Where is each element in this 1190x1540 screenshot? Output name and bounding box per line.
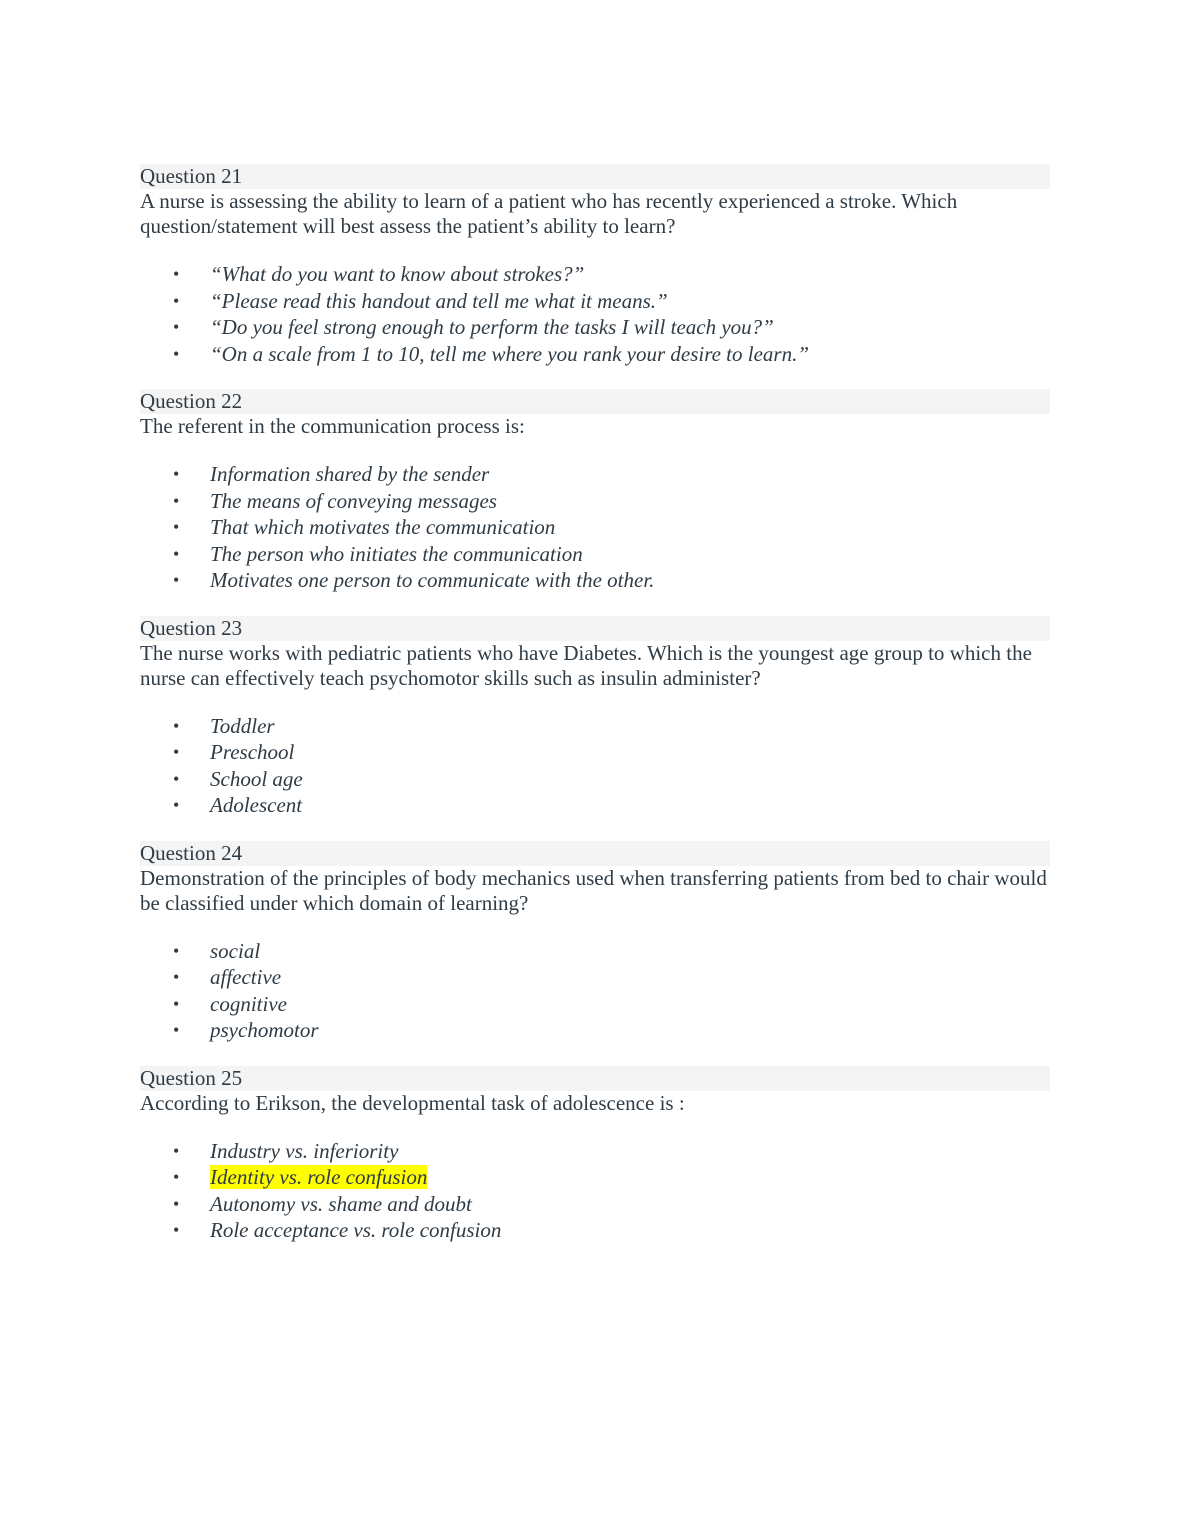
answer-option-text: School age xyxy=(210,766,303,791)
bullet-icon: • xyxy=(173,715,180,736)
answer-options xyxy=(140,461,1050,594)
bullet-icon: • xyxy=(173,768,180,789)
answer-option-text: Adolescent xyxy=(210,793,303,817)
answer-option xyxy=(140,991,1050,1018)
bullet-icon: • xyxy=(173,1193,180,1214)
question-22 xyxy=(140,389,1050,594)
answer-option-text: psychomotor xyxy=(210,1018,319,1042)
question-text: A nurse is assessing the ability to learn of a patient who has recently experienced a stroke. Which question/statement will best assess the patient’s ability to learn? xyxy=(140,189,958,238)
question-24 xyxy=(140,841,1050,1044)
question-title: Question 21 xyxy=(140,164,1050,189)
question-text: The referent in the communication process is: xyxy=(140,414,525,438)
answer-option xyxy=(140,713,1050,740)
answer-option-text: Role acceptance vs. role confusion xyxy=(210,1218,502,1242)
question-title: Question 23 xyxy=(140,616,1050,641)
bullet-icon: • xyxy=(173,1167,180,1187)
answer-option xyxy=(140,1138,1050,1165)
question-text: The nurse works with pediatric patients who have Diabetes. Which is the youngest age group to which the nurse can effectively teach psychomotor skills such as insulin administer? xyxy=(140,640,1032,690)
answer-option xyxy=(140,288,1050,315)
question-21 xyxy=(140,164,1050,367)
bullet-icon: • xyxy=(173,1140,180,1161)
question-23 xyxy=(140,616,1050,819)
answer-option xyxy=(140,261,1050,288)
bullet-icon: • xyxy=(173,264,180,284)
answer-option-text: Toddler xyxy=(210,713,275,738)
bullet-icon: • xyxy=(173,1020,180,1040)
answer-option xyxy=(140,938,1050,965)
answer-option xyxy=(140,314,1050,341)
answer-option-text: The person who initiates the communication xyxy=(210,541,583,566)
answer-option-highlighted xyxy=(140,1164,1050,1191)
bullet-icon: • xyxy=(173,967,180,987)
question-title: Question 25 xyxy=(140,1066,1050,1091)
answer-options xyxy=(140,261,1050,367)
bullet-icon: • xyxy=(173,464,180,484)
bullet-icon: • xyxy=(173,343,180,364)
answer-option-text: That which motivates the communication xyxy=(210,515,556,539)
answer-option-text: cognitive xyxy=(210,991,287,1016)
bullet-icon: • xyxy=(173,940,180,961)
answer-option xyxy=(140,514,1050,541)
bullet-icon: • xyxy=(173,795,180,815)
bullet-icon: • xyxy=(173,490,180,511)
answer-option xyxy=(140,1217,1050,1244)
answer-option-text: “Do you feel strong enough to perform the tasks I will teach you?” xyxy=(210,315,774,339)
answer-option-text: Identity vs. role confusion xyxy=(210,1165,428,1189)
bullet-icon: • xyxy=(173,543,180,564)
document-page xyxy=(140,164,1050,1266)
answer-option-text: Information shared by the sender xyxy=(210,462,490,486)
bullet-icon: • xyxy=(173,993,180,1014)
bullet-icon: • xyxy=(173,317,180,337)
answer-option xyxy=(140,1191,1050,1218)
question-title: Question 22 xyxy=(140,389,1050,414)
answer-option xyxy=(140,541,1050,568)
answer-option-text: Industry vs. inferiority xyxy=(210,1138,399,1163)
question-title: Question 24 xyxy=(140,841,1050,866)
answer-option-text: Preschool xyxy=(210,740,295,764)
answer-option xyxy=(140,739,1050,766)
bullet-icon: • xyxy=(173,742,180,762)
question-25 xyxy=(140,1066,1050,1244)
answer-option-text: “Please read this handout and tell me what it means.” xyxy=(210,288,668,313)
question-text: According to Erikson, the developmental task of adolescence is : xyxy=(140,1090,685,1115)
answer-option xyxy=(140,341,1050,368)
bullet-icon: • xyxy=(173,290,180,311)
bullet-icon: • xyxy=(173,570,180,590)
answer-option-text: affective xyxy=(210,965,282,989)
answer-option xyxy=(140,567,1050,594)
answer-option xyxy=(140,964,1050,991)
answer-option xyxy=(140,766,1050,793)
answer-option xyxy=(140,488,1050,515)
answer-options xyxy=(140,1138,1050,1244)
answer-option xyxy=(140,1017,1050,1044)
answer-option-text: Autonomy vs. shame and doubt xyxy=(210,1191,472,1216)
question-text: Demonstration of the principles of body mechanics used when transferring patients from bed to chair would be classified under which domain of learning? xyxy=(140,865,1047,915)
answer-options xyxy=(140,938,1050,1044)
answer-option-text: “On a scale from 1 to 10, tell me where you rank your desire to learn.” xyxy=(210,341,810,366)
answer-option xyxy=(140,792,1050,819)
answer-options xyxy=(140,713,1050,819)
answer-option-text: Motivates one person to communicate with the other. xyxy=(210,568,655,592)
answer-option-text: social xyxy=(210,938,261,963)
bullet-icon: • xyxy=(173,517,180,537)
answer-option-text: The means of conveying messages xyxy=(210,488,497,513)
bullet-icon: • xyxy=(173,1220,180,1240)
answer-option-text: “What do you want to know about strokes?” xyxy=(210,262,585,286)
answer-option xyxy=(140,461,1050,488)
